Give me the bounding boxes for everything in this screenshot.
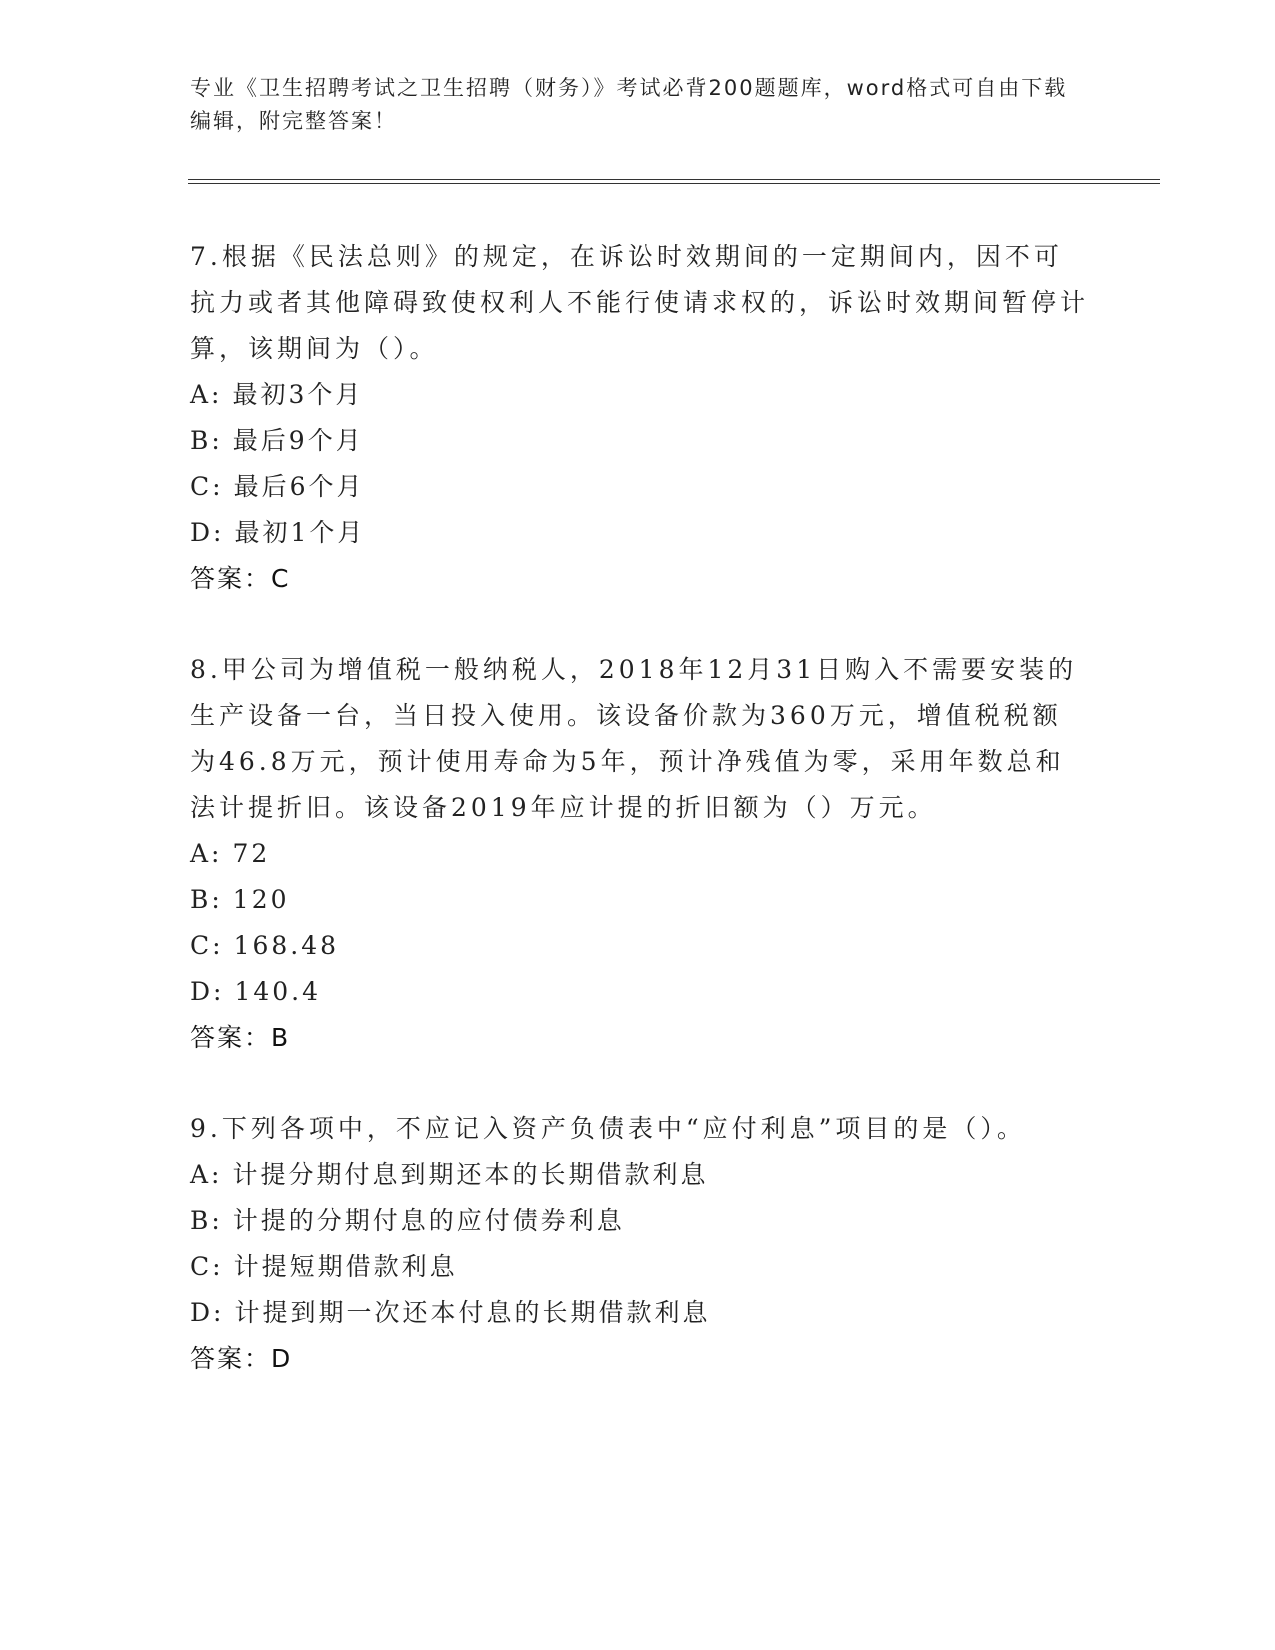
question-stem: 7.根据《民法总则》的规定，在诉讼时效期间的一定期间内，因不可抗力或者其他障碍致使权利人不能行使请求权的，诉讼时效期间暂停计算，该期间为（）。 — [190, 242, 1090, 363]
option-text: 计提的分期付息的应付债券利息 — [232, 1206, 625, 1235]
question-9 — [190, 1106, 1090, 1382]
question-stem: 9.下列各项中，不应记入资产负债表中“应付利息”项目的是（）。 — [190, 1114, 1026, 1143]
option-letter: A: — [190, 839, 223, 868]
option-letter: C: — [190, 1252, 224, 1281]
option-letter: B: — [190, 885, 223, 914]
option-text: 120 — [232, 885, 290, 914]
option-b — [190, 877, 1090, 923]
option-d — [190, 1290, 1090, 1336]
option-text: 最后6个月 — [233, 472, 365, 501]
option-c — [190, 923, 1090, 969]
question-7 — [190, 234, 1090, 602]
option-text: 最初1个月 — [234, 518, 366, 547]
option-text: 计提短期借款利息 — [233, 1252, 458, 1281]
option-text: 最初3个月 — [232, 380, 364, 409]
option-letter: B: — [190, 1206, 223, 1235]
option-c — [190, 1244, 1090, 1290]
answer-label: 答案：D — [190, 1344, 293, 1373]
option-letter: D: — [190, 1298, 225, 1327]
option-b — [190, 418, 1090, 464]
option-text: 168.48 — [233, 931, 340, 960]
option-text: 计提分期付息到期还本的长期借款利息 — [232, 1160, 709, 1189]
option-letter: B: — [190, 426, 223, 455]
option-a — [190, 1152, 1090, 1198]
question-stem: 8.甲公司为增值税一般纳税人，2018年12月31日购入不需要安装的生产设备一台，当日投入使用。该设备价款为360万元，增值税税额为46.8万元，预计使用寿命为5年，预计净残值为零，采用年数总和法计提折旧。该设备2019年应计提的折旧额为（）万元。 — [190, 655, 1078, 822]
option-text: 最后9个月 — [232, 426, 364, 455]
option-c — [190, 464, 1090, 510]
answer-label: 答案：C — [190, 564, 291, 593]
option-letter: C: — [190, 931, 224, 960]
header-divider-bottom — [188, 183, 1160, 184]
option-text: 计提到期一次还本付息的长期借款利息 — [234, 1298, 711, 1327]
option-text: 140.4 — [234, 977, 322, 1006]
option-a — [190, 372, 1090, 418]
question-8 — [190, 647, 1090, 1061]
option-d — [190, 510, 1090, 556]
option-letter: A: — [190, 380, 223, 409]
option-letter: D: — [190, 977, 225, 1006]
header-divider-top — [188, 179, 1160, 180]
option-b — [190, 1198, 1090, 1244]
document-header: 专业《卫生招聘考试之卫生招聘（财务）》考试必背200题题库，word格式可自由下载编辑，附完整答案！ — [190, 76, 1068, 133]
answer-label: 答案：B — [190, 1023, 291, 1052]
option-letter: C: — [190, 472, 224, 501]
option-text: 72 — [232, 839, 271, 868]
option-d — [190, 969, 1090, 1015]
option-letter: D: — [190, 518, 225, 547]
option-a — [190, 831, 1090, 877]
option-letter: A: — [190, 1160, 223, 1189]
